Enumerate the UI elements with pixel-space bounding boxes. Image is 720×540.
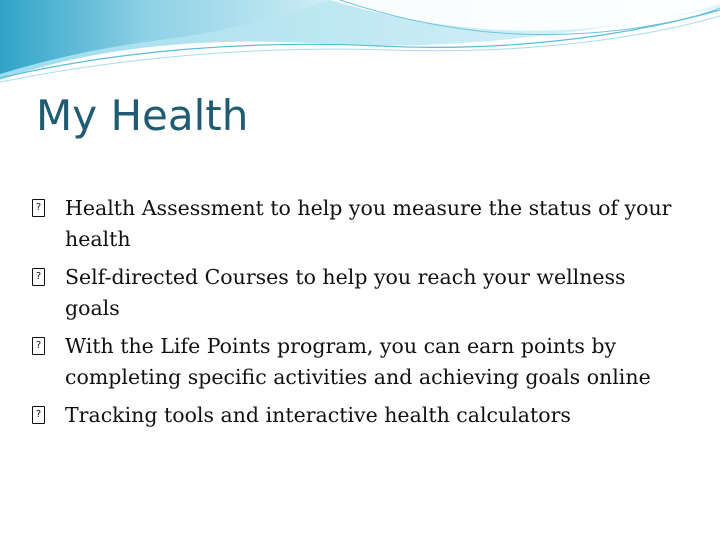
bullet-text: Tracking tools and interactive health calculators	[65, 403, 571, 427]
bullet-text: Self-directed Courses to help you reach your wellness goals	[65, 265, 626, 320]
bullet-item	[24, 400, 684, 431]
missing-glyph-bullet-icon: ?	[32, 268, 45, 286]
bullet-list	[24, 193, 684, 438]
header-wave-decoration	[0, 0, 720, 90]
missing-glyph-bullet-icon: ?	[32, 199, 45, 217]
bullet-item	[24, 193, 684, 255]
bullet-item	[24, 262, 684, 324]
missing-glyph-bullet-icon: ?	[32, 337, 45, 355]
missing-glyph-bullet-icon: ?	[32, 406, 45, 424]
bullet-text: Health Assessment to help you measure the status of your health	[65, 196, 672, 251]
bullet-item	[24, 331, 684, 393]
bullet-text: With the Life Points program, you can earn points by completing specific activities and achieving goals online	[65, 334, 651, 389]
slide-title: My Health	[36, 91, 249, 140]
